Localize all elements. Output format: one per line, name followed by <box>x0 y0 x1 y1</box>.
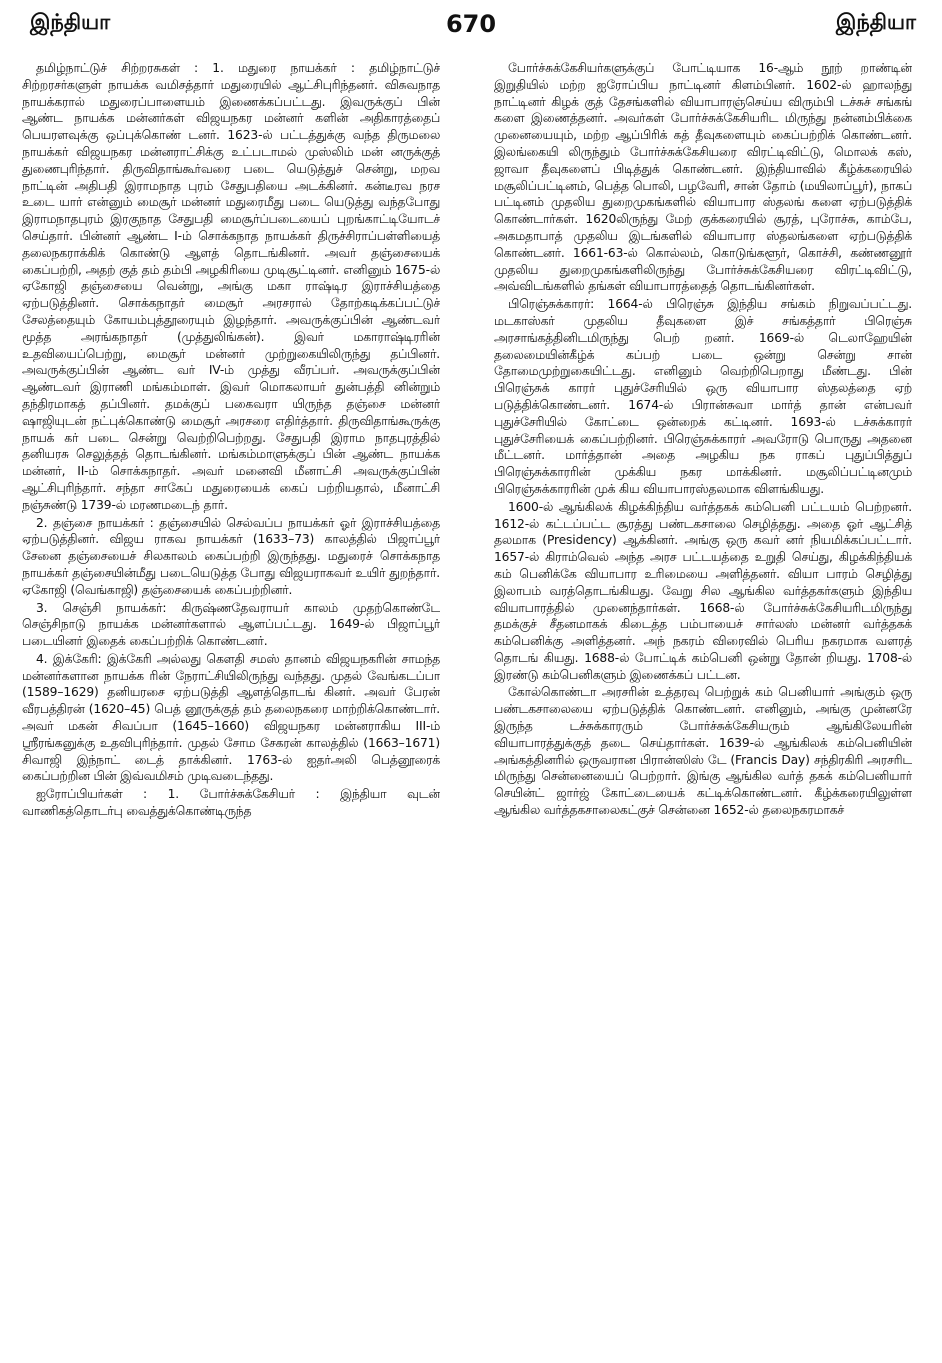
paragraph-europeans: ஐரோப்பியர்கள் : 1. போர்ச்சுக்கேசியர் : இந்தியா வுடன் வாணிகத்தொடர்பு வைத்துக்கொண்டிருந்த <box>22 787 440 819</box>
paragraph-madurai-nayakars: தமிழ்நாட்டுச் சிற்றரசுகள் : 1. மதுரை நாயக்கர் : தமிழ்நாட்டுச் சிற்றரசர்களுள் நாயக்க வமிசத்தார் மதுரையில் ஆட்சிபுரிந்தனர். விசுவநாத நாயக்கரால் மதுரைப்பாளையம் இணைக்கப்பட்டது. இவருக்குப் பின் ஆண்ட நாயக்க மன்னர்கள் விஜயநகர மன்னர் களின் அதிகாரத்தைப் பெயரளவுக்கு ஒப்புக்கொண் டனர். 1623-ல் பட்டத்துக்கு வந்த திருமலை நாயக்கர் விஜயநகர மன்னராட்சிக்கு உட்படாமல் முஸ்லிம் மன் னருக்குத் துணைபுரிந்தார். திருவிதாங்கூர்வரை படை யெடுத்துச் சென்று, மறவ நாட்டின் அதிபதி இராமநாத புரம் சேதுபதியை அடக்கினர். கன்டீரவ நரச உடை யார் என்னும் மைசூர் மன்னர் மதுரைமீது படை யெடுத்து வந்தபோது இராமநாதபுரம் இரகுநாத சேதுபதி மைசூர்ப்படையைப் புறங்காட்டியோடச் செய்தார். பின்னர் ஆண்ட I-ம் சொக்கநாத நாயக்கர் திருச்சிராப்பள்ளியைத் தலைநகராக்கிக் கொண்டு ஆளத் தொடங்கினர். அவர் தஞ்சையைக் கைப்பற்றி, அதற் குத் தம் தம்பி அழகிரியை முடிசூட்டினர். எனினும் 1675-ல் ஏகோஜி தஞ்சையை வென்று, அங்கு மகா ராஷ்டிர இராச்சியத்தை ஏற்படுத்தினர். சொக்கநாதர் மைசூர் அரசரால் தோற்கடிக்கப்பட்டுச் சேலத்தையும் கோயம்புத்தூரையும் இழந்தார். அவருக்குப்பின் ஆண்டவர் மூத்த அரங்கநாதர் (முத்துலிங்கன்). இவர் மகாராஷ்டிரரின் உதவியைப்பெற்று, மைசூர் மன்னர் முற்றுகையிலிருந்து தப்பினர். அவருக்குப்பின் ஆண்ட வர் IV-ம் முத்து வீரப்பர். அவருக்குப்பின் ஆண்டவர் இராணி மங்கம்மாள். இவர் மொகலாயர் துன்பத்தி னின்றும் தந்திரமாகத் தப்பினர். தமக்குப் பகைவரா யிருந்த தஞ்சை மன்னர் ஷாஜியுடன் நட்புக்கொண்டு மைசூர் அரசரை எதிர்த்தார். திருவிதாங்கூருக்கு நாயக் கர் படை சென்று வெற்றிபெற்றது. சேதுபதி இராம நாதபுரத்தில் தனியரசு செலுத்தத் தொடங்கினர். மங்கம்மாளுக்குப் பின் ஆண்ட நாயக்க மன்னர், II-ம் சொக்கநாதர். அவர் மனைவி மீனாட்சி அவருக்குப்பின் ஆட்சிபுரிந்தார். சந்தா சாகேப் மதுரையைக் கைப் பற்றியதால், மீனாட்சி நஞ்சுண்டு 1739-ல் மரணமடைந் தார். <box>22 61 440 512</box>
paragraph-english-company: 1600-ல் ஆங்கிலக் கிழக்கிந்திய வர்த்தகக் கம்பெனி பட்டயம் பெற்றனர். 1612-ல் கட்டப்பட்ட சூரத்து பண்டகசாலை செழித்தது. அதை ஓர் ஆட்சித் தலமாக (Presidency) ஆக்கினர். அங்கு ஒரு கவர் னர் நியமிக்கப்பட்டார். 1657-ல் கிராம்வெல் அந்த அரச பட்டயத்தை உறுதி செய்து, கிழக்கிந்தியக் கம் பெனிக்கே வியாபார உரிமையை அளித்தனர். வியா பாரம் செழித்து இலாபம் வரத்தொடங்கியது. வேறு சில ஆங்கில வர்த்தகர்களும் இந்திய வியாபாரத்தில் முனைந்தார்கள். 1668-ல் போர்ச்சுக்கேசியரிடமிருந்து தமக்குச் சீதனமாகக் கிடைத்த பம்பாயைச் சார்லஸ் மன்னர் வர்த்தகக் கம்பெனிக்கு அளித்தனர். அந் நகரம் விரைவில் பெரிய நகரமாக வளரத் தொடங் கியது. 1688-ல் போட்டிக் கம்பெனி ஒன்று தோன் றியது. 1708-ல் இரண்டு கம்பெனிகளும் இணைக்கப் பட்டன. <box>494 499 912 682</box>
paragraph-golconda-madras: கோல்கொண்டா அரசரின் உத்தரவு பெற்றுக் கம் பெனியார் அங்கும் ஒரு பண்டகசாலையை ஏற்படுத்திக் கொண்டனர். எனினும், அங்கு முன்னரே இருந்த டச்சுக்காரரும் போர்ச்சுக்கேசியரும் ஆங்கிலேயரின் வியாபாரத்துக்குத் தடை செய்தார்கள். 1639-ல் ஆங்கிலக் கம்பெனியின் அங்கத்தினரில் ஒருவரான பிரான்ஸிஸ் டே (Francis Day) சந்திரகிரி அரசரிட மிருந்து சென்னையைப் பெற்றார். இங்கு ஆங்கில வர்த் தகக் கம்பெனியார் செயின்ட் ஜார்ஜ் கோட்டையைக் கட்டிக்கொண்டனர். கீழ்க்கரையிலுள்ள ஆங்கில வர்த்தகசாலைகட்குச் சென்னை 1652-ல் தலைநகரமாகச் <box>494 685 912 818</box>
paragraph-ikkeri: 4. இக்கேரி: இக்கேரி அல்லது கெளதி சமஸ் தானம் விஜயநகரின் சாமந்த மன்னர்களான நாயக்க ரின் நேராட்சியிலிருந்து வந்தது. முதல் வேங்கடப்பா (1589–1629) தனியரசை ஏற்படுத்தி ஆளத்தொடங் கினர். அவர் பேரன் வீரபத்திரன் (1620–45) பெத் னூருக்குத் தம் தலைநகரை மாற்றிக்கொண்டார். அவர் மகன் சிவப்பா (1645–1660) விஜயநகர மன்னராகிய III-ம் ஸ்ரீரங்கனுக்கு உதவிபுரிந்தார். முதல் சோம சேகரன் காலத்தில் (1663–1671) சிவாஜி இந்நாட் டைத் தாக்கினர். 1763-ல் ஐதர்அலி பெத்னூரைக் கைப்பற்றின பின் இவ்வமிசம் முடிவடைந்தது. <box>22 651 440 784</box>
paragraph-thanjavur-nayakars: 2. தஞ்சை நாயக்கர் : தஞ்சையில் செல்வப்ப நாயக்கர் ஓர் இராச்சியத்தை ஏற்படுத்தினர். விஜய ராகவ நாயக்கர் (1633–73) காலத்தில் பிஜாப்பூர் சேனை தஞ்சையைச் சிலகாலம் கைப்பற்றி இருந்தது. மதுரைச் சொக்கநாத நாயக்கர் தஞ்சையின்மீது படையெடுத்த போது விஜயராகவர் உயிர் துறந்தார். ஏகோஜி (வெங்காஜி) தஞ்சையைக் கைப்பற்றினர். <box>22 515 440 597</box>
right-column <box>494 60 912 1354</box>
paragraph-dutch: போர்ச்சுக்கேசியர்களுக்குப் போட்டியாக 16-ஆம் நூற் றாண்டின் இறுதியில் மற்ற ஐரோப்பிய நாட்டினர் கிளம்பினர். 1602-ல் ஹாலந்து நாட்டினர் கிழக் குத் தேசங்களில் வியாபாரஞ்செய்ய விரும்பி டச்சுச் சங்கங் களை இணைத்தனர். அவர்கள் போர்ச்சுக்கேசியரிட மிருந்து நன்னம்பிக்கை முனையையும், மற்ற ஆப்பிரிக் கத் தீவுகளையும் கைப்பற்றிக் கொண்டனர். இலங்கையி லிருந்தும் போர்ச்சுக்கேசியரை விரட்டிவிட்டு, மொலக் கஸ், ஜாவா தீவுகளைப் பிடித்துக் கொண்டனர். இந்தியாவில் கீழ்க்கரையில் மசூலிப்பட்டினம், பெத்த பொலி, பழவேரி, சான் தோம் (மயிலாப்பூர்), நாகப் பட்டினம் முதலிய துறைமுகங்களில் வியாபார ஸ்தலங் களை ஏற்படுத்திக் கொண்டார்கள். 1620லிருந்து மேற் குக்கரையில் சூரத், புரோச்சு, காம்பே, அகமதாபாத் முதலிய இடங்களில் வியாபார ஸ்தலங்களை ஏற்படுத்திக் கொண்டனர். 1661-63-ல் கொல்லம், கொடுங்களூர், கொச்சி, கண்ணனூர் முதலிய துறைமுகங்களிலிருந்து போர்ச்சுக்கேசியரை விரட்டிவிட்டு, அவ்விடங்களில் தங்கள் வியாபாரத்தைத் தொடங்கினர்கள். <box>494 61 912 294</box>
running-header <box>0 10 942 46</box>
page-number: 670 <box>445 10 497 38</box>
header-left-title: இந்தியா <box>30 10 111 34</box>
header-right-title: இந்தியா <box>835 10 916 34</box>
paragraph-senji-nayakars: 3. செஞ்சி நாயக்கர்: கிருஷ்ணதேவராயர் காலம் முதற்கொண்டே செஞ்சிநாடு நாயக்க மன்னர்களால் ஆளப்பட்டது. 1649-ல் பிஜாப்பூர் படையினர் இதைக் கைப்பற்றிக் கொண்டனர். <box>22 600 440 649</box>
paragraph-french: பிரெஞ்சுக்காரர்: 1664-ல் பிரெஞ்சு இந்திய சங்கம் நிறுவப்பட்டது. மடகாஸ்கர் முதலிய தீவுகளை இச் சங்கத்தார் பிரெஞ்சு அரசாங்கத்தினிடமிருந்து பெற் றனர். 1669-ல் டெலாஹேயின் தலைமையின்கீழ்க் கப்பற் படை ஒன்று சென்று சான் தோமைமுற்றுகையிட்டது. எனினும் வெற்றிபெறாது மீண்டது. பின் பிரெஞ்சுக் காரர் புதுச்சேரியில் ஒரு வியாபார ஸ்தலத்தை ஏற் படுத்திக்கொண்டனர். 1674-ல் பிரான்சுவா மார்த் தான் என்பவர் புதுச்சேரியில் கோட்டை ஒன்றைக் கட்டினர். 1693-ல் டச்சுக்காரர் புதுச்சேரியைக் கைப்பற்றினர். பிரெஞ்சுக்காரர் அவரோடு பொருது அதனை மீட்டனர். மார்த்தான் அதை அழகிய நக ராகப் புதுப்பித்துப் பிரெஞ்சுக்காரரின் முக்கிய நகர மாக்கினர். மசூலிப்பட்டினமும் பிரெஞ்சுக்காரரின் முக் கிய வியாபாரஸ்தலமாக விளங்கியது. <box>494 297 912 496</box>
left-column <box>22 60 440 1354</box>
